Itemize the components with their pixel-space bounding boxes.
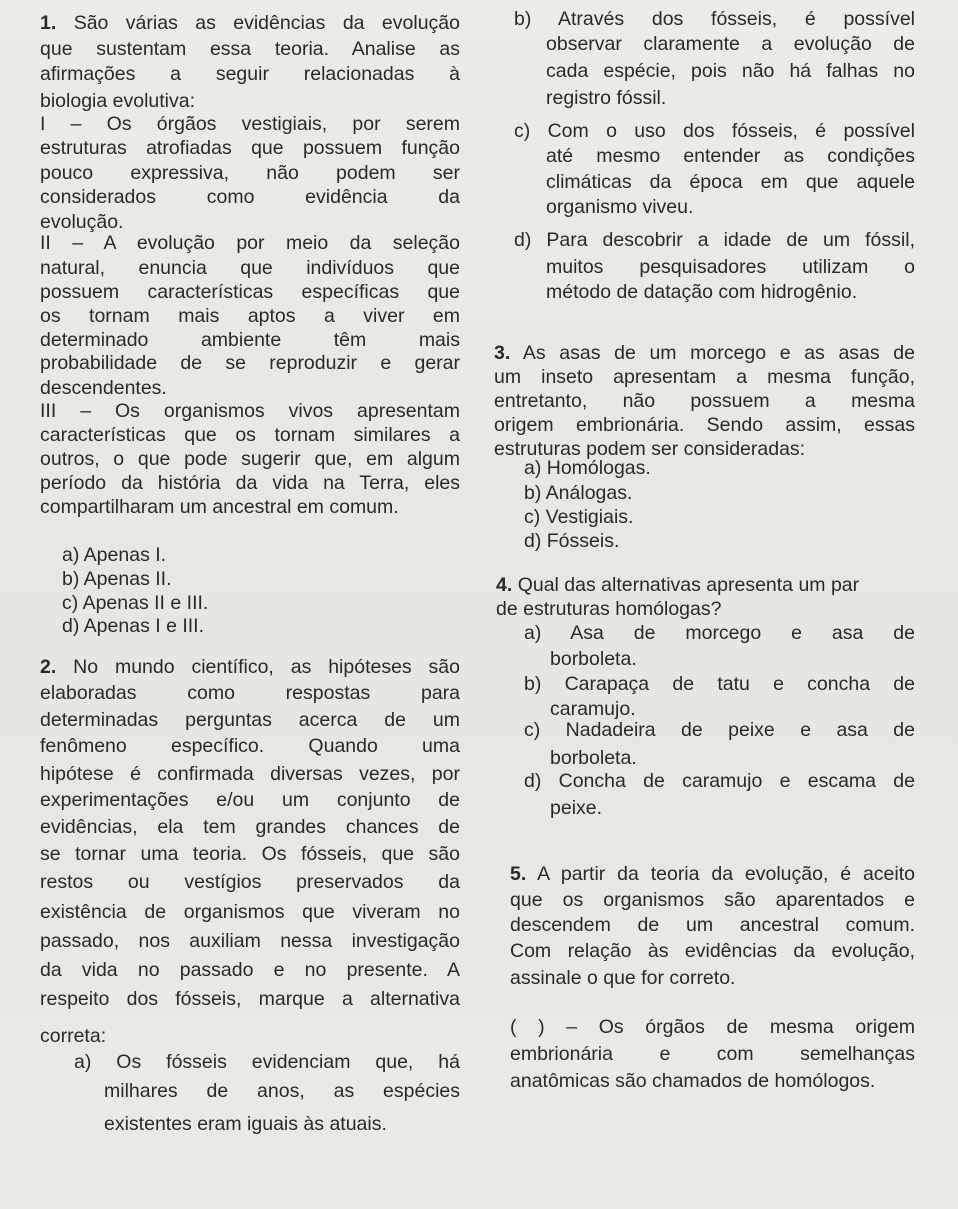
q1-statement-line: III – Os organismos vivos apresentam [40,400,460,422]
q2-stem-line: experimentações e/ou um conjunto de [40,789,460,811]
q2-number: 2. [40,656,57,678]
q2-stem-line: hipótese é confirmada diversas vezes, por [40,763,460,785]
q3-option-b: b) Análogas. [524,482,633,504]
q3-stem-line: entretanto, não possuem a mesma [494,390,915,412]
q1-statement-line: determinado ambiente têm mais [40,329,460,351]
q1-statement-line: possuem características específicas que [40,281,460,303]
q2-option-b-line: registro fóssil. [546,87,667,109]
q2-stem-line: correta: [40,1025,107,1047]
q2-option-b-line: cada espécie, pois não há falhas no [546,60,915,82]
q1-statement-line: natural, enuncia que indivíduos que [40,257,460,279]
q2-stem-line [40,656,460,679]
q2-option-a-line: existentes eram iguais às atuais. [104,1113,387,1135]
q1-option-b: b) Apenas II. [62,568,172,590]
q2-option-c-line: climáticas da época em que aquele [546,171,915,193]
q3-stem-line: origem embrionária. Sendo assim, essas [494,414,915,436]
q3-stem-line: um inseto apresentam a mesma função, [494,366,915,388]
q3-option-c: c) Vestigiais. [524,506,634,528]
q1-statement-line: outros, o que pode sugerir que, em algum [40,448,460,470]
q1-statement-line: estruturas atrofiadas que possuem função [40,137,460,159]
q2-option-d-line: muitos pesquisadores utilizam o [546,256,915,278]
q2-option-a-line: milhares de anos, as espécies [104,1080,460,1102]
q2-option-c-line: organismo viveu. [546,196,694,218]
q3-option-a: a) Homólogas. [524,457,651,479]
q2-stem-line: se tornar uma teoria. Os fósseis, que são [40,843,460,865]
q5-item-line: embrionária e com semelhanças [510,1043,915,1065]
q3-stem-line: estruturas podem ser consideradas: [494,438,806,460]
q2-stem-line: determinadas perguntas acerca de um [40,709,460,731]
q3-stem-text: As asas de um morcego e as asas de [522,342,915,364]
q1-statement-line: probabilidade de se reproduzir e gerar [40,352,460,374]
q1-stem-line: biologia evolutiva: [40,90,196,112]
q2-option-d-line: método de datação com hidrogênio. [546,281,858,303]
q1-statement-line: I – Os órgãos vestigiais, por serem [40,113,460,135]
q1-statement-line: compartilharam um ancestral em comum. [40,496,399,518]
q3-number: 3. [494,342,511,364]
q2-stem-line: evidências, ela tem grandes chances de [40,816,460,838]
q2-stem-line: elaboradas como respostas para [40,682,460,704]
q1-statement-line: considerados como evidência da [40,186,460,208]
q5-stem-text: A partir da teoria da evolução, é aceito [537,863,915,885]
q5-stem-line [510,863,915,886]
q1-option-c: c) Apenas II e III. [62,592,209,614]
q4-option-line: borboleta. [550,747,637,769]
q4-option-line: c) Nadadeira de peixe e asa de [524,719,915,741]
q2-stem-line: restos ou vestígios preservados da [40,871,460,893]
q4-option-line: b) Carapaça de tatu e concha de [524,673,915,695]
q2-option-d-line: d) Para descobrir a idade de um fóssil, [514,229,915,251]
q2-option-b-line: b) Através dos fósseis, é possível [514,8,915,30]
q2-stem-line: fenômeno específico. Quando uma [40,735,460,757]
q1-statement-line: características que os tornam similares a [40,424,460,446]
q1-statement-line: II – A evolução por meio da seleção [40,232,460,254]
q2-option-c-line: até mesmo entender as condições [546,145,915,167]
q1-option-a: a) Apenas I. [62,544,167,566]
q1-stem-line [40,12,460,35]
q4-stem-line: de estruturas homólogas? [496,598,722,620]
q1-number: 1. [40,12,57,34]
q4-option-line: borboleta. [550,648,637,670]
q1-stem-line: que sustentam essa teoria. Analise as [40,38,460,60]
q2-stem-line: passado, nos auxiliam nessa investigação [40,930,460,952]
q4-number: 4. [496,574,513,596]
q1-stem-text: São várias as evidências da evolução [73,12,460,34]
q2-option-a-line: a) Os fósseis evidenciam que, há [74,1051,460,1073]
q1-statement-line: pouco expressiva, não podem ser [40,162,460,184]
q5-stem-line: descendem de um ancestral comum. [510,914,915,936]
q1-statement-line: evolução. [40,211,124,233]
q5-stem-line: que os organismos são aparentados e [510,889,915,911]
q5-stem-line: Com relação às evidências da evolução, [510,940,915,962]
q2-stem-line: da vida no passado e no presente. A [40,959,460,981]
q3-option-d: d) Fósseis. [524,530,620,552]
q5-stem-line: assinale o que for correto. [510,967,736,989]
q4-option-line: caramujo. [550,698,636,720]
q4-option-line: peixe. [550,797,603,819]
q5-item-line: anatômicas são chamados de homólogos. [510,1070,876,1092]
q2-stem-line: existência de organismos que viveram no [40,901,460,923]
q2-option-b-line: observar claramente a evolução de [546,33,915,55]
q1-statement-line: descendentes. [40,377,167,399]
q2-stem-text: No mundo científico, as hipóteses são [73,656,460,678]
q4-option-line: a) Asa de morcego e asa de [524,622,915,644]
q1-statement-line: os tornam mais aptos a viver em [40,305,460,327]
q3-stem-line [494,342,915,365]
q5-item-line: ( ) – Os órgãos de mesma origem [510,1016,915,1038]
q4-stem-line [496,574,915,597]
q5-number: 5. [510,863,527,885]
q1-option-d: d) Apenas I e III. [62,615,205,637]
q4-stem-text: Qual das alternativas apresenta um par [517,574,860,596]
q2-stem-line: respeito dos fósseis, marque a alternativa [40,988,460,1010]
q4-option-line: d) Concha de caramujo e escama de [524,770,915,792]
q2-option-c-line: c) Com o uso dos fósseis, é possível [514,120,915,142]
q1-statement-line: período da história da vida na Terra, eles [40,472,460,494]
q1-stem-line: afirmações a seguir relacionadas à [40,63,460,85]
